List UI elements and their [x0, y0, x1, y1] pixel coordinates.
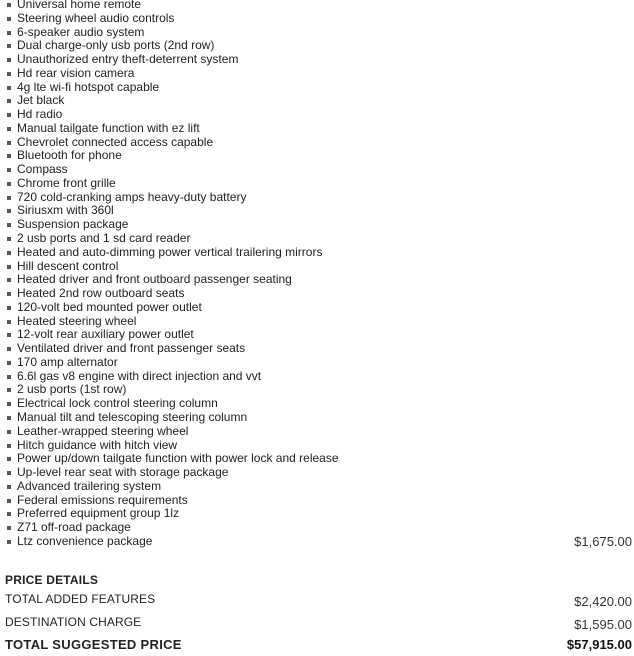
feature-label: 170 amp alternator	[17, 354, 118, 369]
feature-label: Chevrolet connected access capable	[17, 134, 214, 149]
feature-item	[6, 177, 634, 191]
bullet-icon	[7, 361, 11, 365]
feature-label: Manual tilt and telescoping steering column	[17, 409, 248, 424]
bullet-icon	[7, 347, 11, 351]
bullet-icon	[7, 127, 11, 131]
feature-label: Ventilated driver and front passenger seats	[17, 341, 246, 356]
feature-item	[6, 218, 634, 232]
feature-label: Dual charge-only usb ports (2nd row)	[17, 38, 215, 53]
feature-item	[6, 12, 634, 26]
feature-label: Power up/down tailgate function with power lock and release	[17, 451, 339, 466]
feature-item	[6, 383, 634, 397]
feature-label: Ltz convenience package	[17, 533, 153, 548]
feature-item	[6, 301, 634, 315]
destination-charge-row	[5, 611, 634, 634]
feature-label: Universal home remote	[17, 0, 142, 11]
feature-price: $1,675.00	[574, 533, 632, 549]
feature-label: 2 usb ports and 1 sd card reader	[17, 231, 191, 246]
destination-charge-value: $1,595.00	[574, 617, 632, 632]
bullet-icon	[7, 444, 11, 448]
feature-label: Heated driver and front outboard passenger seating	[17, 272, 292, 287]
feature-item	[6, 273, 634, 287]
feature-item	[6, 411, 634, 425]
feature-label: 120-volt bed mounted power outlet	[17, 299, 202, 314]
feature-item	[6, 439, 634, 453]
feature-label: 4g lte wi-fi hotspot capable	[17, 79, 160, 94]
feature-label: 2 usb ports (1st row)	[17, 382, 127, 397]
feature-label: Hd radio	[17, 107, 63, 122]
feature-item	[6, 67, 634, 81]
total-suggested-price-value: $57,915.00	[566, 637, 632, 652]
feature-label: Steering wheel audio controls	[17, 10, 175, 25]
feature-list	[6, 0, 634, 549]
bullet-icon	[7, 182, 11, 186]
bullet-icon	[7, 99, 11, 103]
bullet-icon	[7, 512, 11, 516]
feature-label: Unauthorized entry theft-deterrent system	[17, 52, 239, 67]
feature-label: Hitch guidance with hitch view	[17, 437, 178, 452]
feature-label: Heated and auto-dimming power vertical trailering mirrors	[17, 244, 323, 259]
bullet-icon	[7, 292, 11, 296]
bullet-icon	[7, 196, 11, 200]
feature-item	[6, 535, 634, 549]
bullet-icon	[7, 471, 11, 475]
feature-item	[6, 452, 634, 466]
bullet-icon	[7, 388, 11, 392]
bullet-icon	[7, 58, 11, 62]
bullet-icon	[7, 237, 11, 241]
feature-label: Z71 off-road package	[17, 520, 131, 535]
feature-item	[6, 122, 634, 136]
bullet-icon	[7, 499, 11, 503]
bullet-icon	[7, 3, 11, 7]
feature-label: Heated steering wheel	[17, 313, 137, 328]
bullet-icon	[7, 416, 11, 420]
feature-label: Preferred equipment group 1lz	[17, 506, 180, 521]
feature-item	[6, 370, 634, 384]
bullet-icon	[7, 17, 11, 21]
bullet-icon	[7, 251, 11, 255]
total-suggested-price-label: TOTAL SUGGESTED PRICE	[5, 637, 182, 652]
feature-item	[6, 191, 634, 205]
feature-item	[6, 94, 634, 108]
bullet-icon	[7, 209, 11, 213]
feature-label: Hd rear vision camera	[17, 65, 135, 80]
bullet-icon	[7, 430, 11, 434]
feature-item	[6, 232, 634, 246]
feature-label: 6.6l gas v8 engine with direct injection and vvt	[17, 368, 262, 383]
feature-item	[6, 507, 634, 521]
feature-label: Siriusxm with 360l	[17, 203, 114, 218]
feature-label: Electrical lock control steering column	[17, 396, 218, 411]
feature-item	[6, 425, 634, 439]
feature-label: 720 cold-cranking amps heavy-duty battery	[17, 189, 247, 204]
bullet-icon	[7, 306, 11, 310]
bullet-icon	[7, 31, 11, 35]
feature-item	[6, 53, 634, 67]
bullet-icon	[7, 540, 11, 544]
bullet-icon	[7, 526, 11, 530]
feature-item	[6, 342, 634, 356]
feature-label: Chrome front grille	[17, 175, 116, 190]
bullet-icon	[7, 86, 11, 90]
feature-item	[6, 204, 634, 218]
feature-label: Suspension package	[17, 217, 129, 232]
bullet-icon	[7, 485, 11, 489]
feature-item	[6, 108, 634, 122]
feature-label: Manual tailgate function with ez lift	[17, 120, 200, 135]
feature-item	[6, 494, 634, 508]
feature-label: Heated 2nd row outboard seats	[17, 286, 185, 301]
total-added-features-value: $2,420.00	[574, 594, 632, 609]
feature-item	[6, 480, 634, 494]
total-suggested-price-row	[5, 634, 634, 656]
feature-item	[6, 315, 634, 329]
feature-item	[6, 81, 634, 95]
feature-item	[6, 397, 634, 411]
feature-item	[6, 136, 634, 150]
feature-item	[6, 328, 634, 342]
feature-item	[6, 149, 634, 163]
bullet-icon	[7, 141, 11, 145]
feature-label: Leather-wrapped steering wheel	[17, 423, 189, 438]
feature-item	[6, 39, 634, 53]
bullet-icon	[7, 402, 11, 406]
bullet-icon	[7, 223, 11, 227]
bullet-icon	[7, 320, 11, 324]
feature-item	[6, 26, 634, 40]
feature-item	[6, 163, 634, 177]
total-added-features-row	[5, 588, 634, 611]
feature-item	[6, 356, 634, 370]
bullet-icon	[7, 278, 11, 282]
feature-label: Hill descent control	[17, 258, 119, 273]
feature-item	[6, 246, 634, 260]
bullet-icon	[7, 375, 11, 379]
feature-item	[6, 287, 634, 301]
feature-label: Advanced trailering system	[17, 478, 162, 493]
bullet-icon	[7, 72, 11, 76]
feature-item	[6, 466, 634, 480]
bullet-icon	[7, 154, 11, 158]
feature-label: Up-level rear seat with storage package	[17, 465, 229, 480]
bullet-icon	[7, 333, 11, 337]
feature-item	[6, 260, 634, 274]
bullet-icon	[7, 113, 11, 117]
feature-item	[6, 521, 634, 535]
bullet-icon	[7, 457, 11, 461]
feature-label: Jet black	[17, 93, 65, 108]
total-added-features-label: TOTAL ADDED FEATURES	[5, 592, 156, 606]
price-details-section	[5, 572, 634, 656]
bullet-icon	[7, 168, 11, 172]
feature-label: 6-speaker audio system	[17, 24, 145, 39]
feature-label: Bluetooth for phone	[17, 148, 122, 163]
destination-charge-label: DESTINATION CHARGE	[5, 615, 142, 629]
feature-label: Compass	[17, 162, 68, 177]
price-details-heading: PRICE DETAILS	[5, 573, 99, 587]
bullet-icon	[7, 44, 11, 48]
bullet-icon	[7, 265, 11, 269]
feature-label: 12-volt rear auxiliary power outlet	[17, 327, 194, 342]
feature-label: Federal emissions requirements	[17, 492, 188, 507]
